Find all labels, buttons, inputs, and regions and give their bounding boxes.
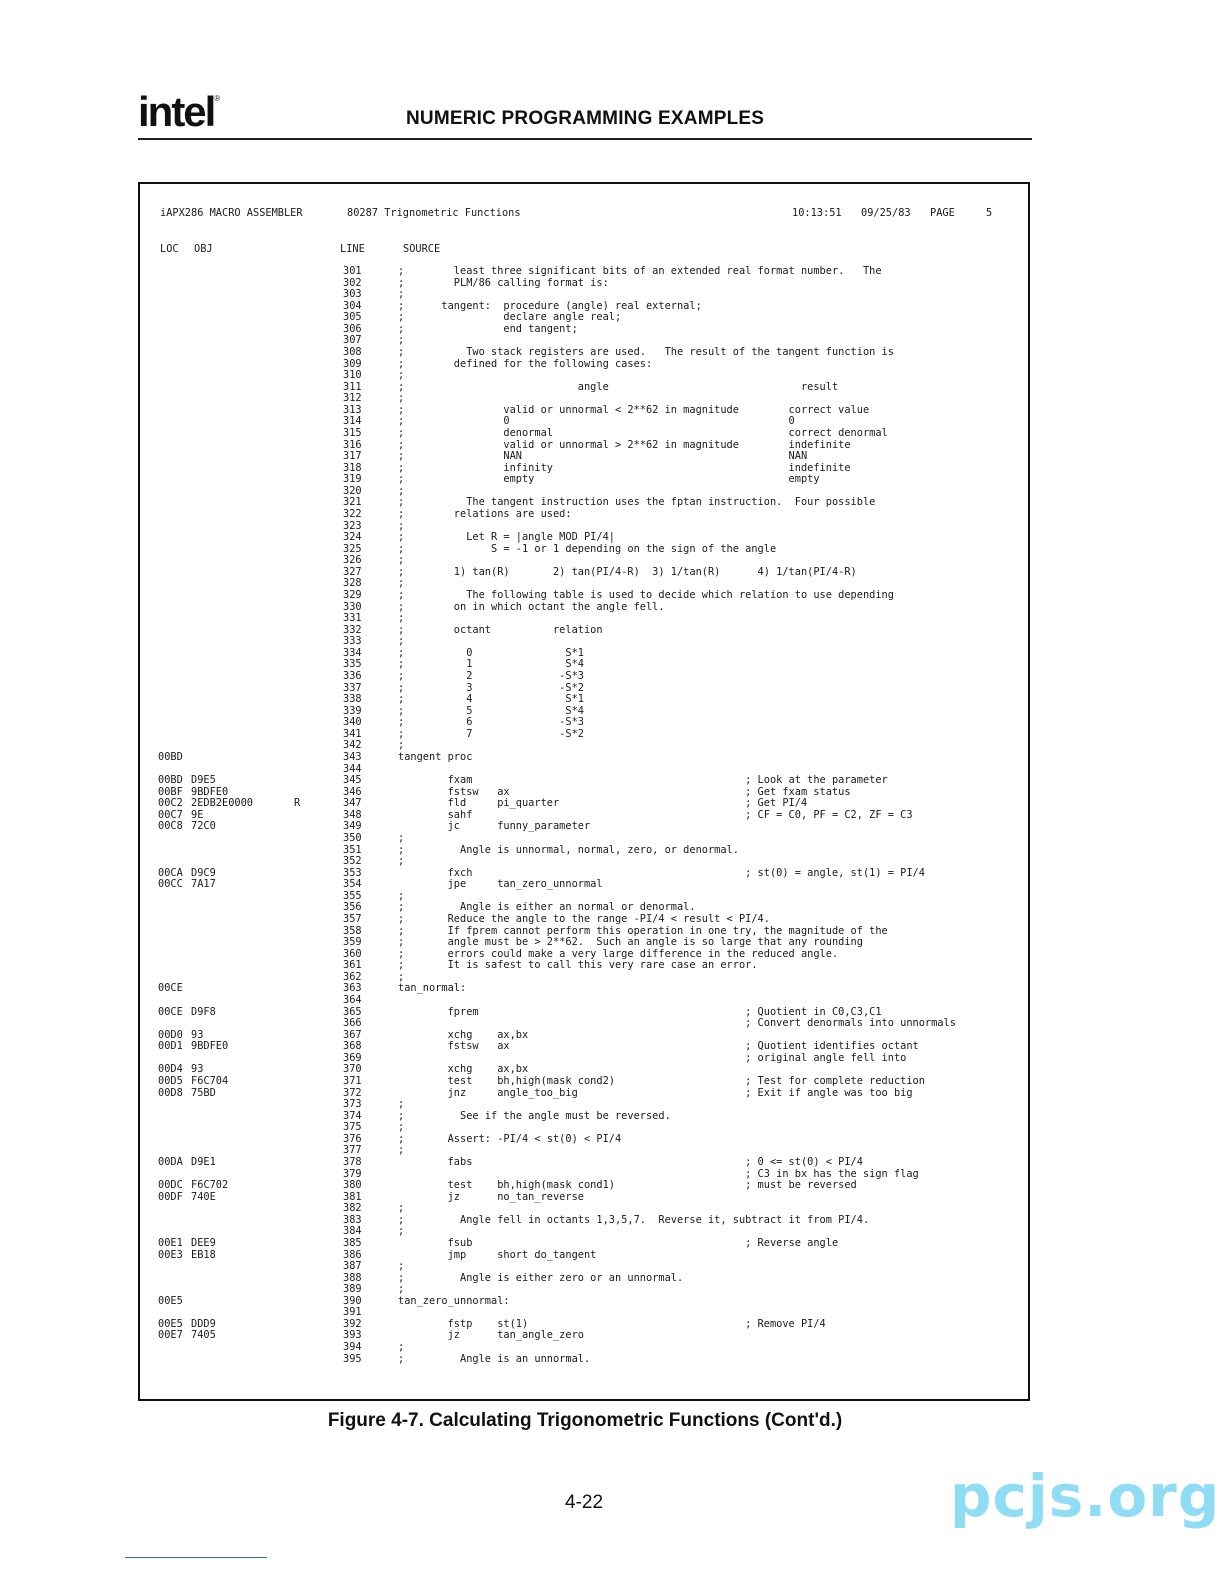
listing-loc: 00C7 <box>158 808 183 821</box>
listing-source: tan_normal: <box>398 982 467 995</box>
listing-line-number: 375 <box>343 1121 362 1134</box>
listing-line-number: 322 <box>343 508 362 520</box>
listing-obj: F6C702 <box>191 1179 229 1191</box>
listing-line-number: 371 <box>343 1074 362 1087</box>
column-obj: OBJ <box>194 243 213 255</box>
column-source: SOURCE <box>403 243 441 255</box>
listing-source: ; 0 S*1 <box>398 646 584 659</box>
listing-loc: 00E1 <box>158 1236 183 1249</box>
listing-line-number: 374 <box>343 1109 362 1122</box>
listing-line-number: 395 <box>343 1352 362 1365</box>
listing-line-number: 365 <box>343 1005 362 1018</box>
listing-line-number: 333 <box>343 635 362 648</box>
listing-loc: 00D0 <box>158 1028 183 1041</box>
listing-source: jz no_tan_reverse <box>398 1190 584 1203</box>
listing-line-number: 360 <box>343 947 362 960</box>
listing-line-number: 326 <box>343 554 362 567</box>
listing-source: ; <box>398 889 405 902</box>
listing-source: fxam ; Look at the parameter <box>398 774 888 787</box>
listing-line-number: 390 <box>343 1294 362 1307</box>
listing-source: ; <box>398 1283 405 1296</box>
listing-line-number: 304 <box>343 299 362 312</box>
listing-line-number: 358 <box>343 924 362 937</box>
listing-line-number: 329 <box>343 589 362 601</box>
header-rule <box>138 138 1032 140</box>
listing-obj: F6C704 <box>191 1074 229 1087</box>
listing-loc: 00D1 <box>158 1040 183 1053</box>
listing-source: ; angle must be > 2**62. Such an angle is so large that any rounding <box>398 936 863 949</box>
listing-source: ; <box>398 612 405 625</box>
listing-line-number: 364 <box>343 993 362 1006</box>
listing-loc: 00E7 <box>158 1329 183 1342</box>
listing-source: ; angle result <box>398 380 839 393</box>
listing-page: 5 <box>986 207 993 219</box>
listing-source: ; The tangent instruction uses the fptan instruction. Four possible <box>398 496 876 509</box>
listing-source: ; Angle is either an normal or denormal. <box>398 901 696 914</box>
listing-source: fabs ; 0 <= st(0) < PI/4 <box>398 1155 863 1168</box>
listing-source: ; infinity indefinite <box>398 461 851 474</box>
listing-source: ; end tangent; <box>398 322 578 335</box>
listing-line-number: 349 <box>343 820 362 833</box>
listing-source: ; Let R = |angle MOD PI/4| <box>398 531 615 544</box>
listing-line-number: 314 <box>343 415 362 428</box>
listing-loc: 00E5 <box>158 1294 183 1307</box>
listing-line-number: 328 <box>343 577 362 590</box>
listing-obj: D9E5 <box>191 774 216 787</box>
listing-source: ; 1) tan(R) 2) tan(PI/4-R) 3) 1/tan(R) 4) 1/tan(PI/4-R) <box>398 565 857 578</box>
listing-line-number: 317 <box>343 450 362 463</box>
listing-line-number: 315 <box>343 427 362 439</box>
listing-line-number: 393 <box>343 1329 362 1342</box>
listing-source: ; 4 S*1 <box>398 693 584 706</box>
listing-source: ; Angle is an unnormal. <box>398 1352 591 1365</box>
listing-source: ; 7 -S*2 <box>398 727 584 740</box>
listing-source: ; 1 S*4 <box>398 658 584 671</box>
listing-source: ; <box>398 288 405 301</box>
listing-line-number: 378 <box>343 1155 362 1168</box>
listing-source: ; Angle is unnormal, normal, zero, or denormal. <box>398 843 739 856</box>
listing-source: ; Convert denormals into unnormals <box>398 1017 956 1030</box>
listing-line-number: 382 <box>343 1202 362 1215</box>
listing-loc: 00CE <box>158 982 183 995</box>
listing-source: jpe tan_zero_unnormal <box>398 878 603 891</box>
listing-line-number: 354 <box>343 878 362 891</box>
listing-line-number: 319 <box>343 473 362 486</box>
listing-source: ; C3 in bx has the sign flag <box>398 1167 919 1180</box>
listing-loc: 00E5 <box>158 1317 183 1330</box>
listing-source: ; <box>398 855 405 868</box>
listing-source: ; Angle is either zero or an unnormal. <box>398 1271 684 1284</box>
listing-line-number: 340 <box>343 716 362 729</box>
listing-line-number: 332 <box>343 623 362 636</box>
listing-line-number: 316 <box>343 438 362 451</box>
listing-obj: 9BDFE0 <box>191 1040 229 1053</box>
listing-line-number: 381 <box>343 1190 362 1203</box>
listing-source: ; <box>398 519 405 532</box>
listing-source: ; <box>398 554 405 567</box>
figure-caption: Figure 4-7. Calculating Trigonometric Functions (Cont'd.) <box>327 1410 843 1431</box>
listing-obj: 9E <box>191 808 204 821</box>
listing-loc: 00CE <box>158 1005 183 1018</box>
listing-line-number: 348 <box>343 808 362 821</box>
listing-obj: 9BDFE0 <box>191 785 229 798</box>
listing-loc: 00CA <box>158 866 183 879</box>
listing-line-number: 347 <box>343 797 362 810</box>
listing-line-number: 306 <box>343 322 362 335</box>
listing-line-number: 325 <box>343 542 362 555</box>
listing-source: jmp short do_tangent <box>398 1248 597 1261</box>
listing-loc: 00BD <box>158 750 183 763</box>
listing-source: ; <box>398 334 405 347</box>
listing-source: test bh,high(mask cond2) ; Test for complete reduction <box>398 1074 925 1087</box>
listing-line-number: 383 <box>343 1213 362 1226</box>
listing-date: 09/25/83 <box>861 207 911 219</box>
listing-source: ; It is safest to call this very rare case an error. <box>398 959 758 972</box>
listing-line-number: 337 <box>343 681 362 694</box>
listing-source: ; S = -1 or 1 depending on the sign of the angle <box>398 542 777 555</box>
listing-line-number: 362 <box>343 970 362 983</box>
listing-line-number: 372 <box>343 1086 362 1099</box>
listing-reloc-flag: R <box>294 797 301 810</box>
listing-line-number: 301 <box>343 265 362 277</box>
listing-source: ; <box>398 392 405 405</box>
listing-source: ; PLM/86 calling format is: <box>398 276 609 289</box>
listing-line-number: 385 <box>343 1236 362 1249</box>
page-header-title: NUMERIC PROGRAMMING EXAMPLES <box>406 108 765 129</box>
listing-loc: 00DF <box>158 1190 183 1203</box>
listing-source: ; <box>398 635 405 648</box>
listing-line-number: 363 <box>343 982 362 995</box>
listing-line-number: 392 <box>343 1317 362 1330</box>
listing-source: ; empty empty <box>398 473 820 486</box>
listing-loc: 00DC <box>158 1179 183 1191</box>
listing-line-number: 373 <box>343 1098 362 1110</box>
listing-obj: 740E <box>191 1190 216 1203</box>
listing-source: ; 2 -S*3 <box>398 670 584 682</box>
listing-source: ; denormal correct denormal <box>398 427 888 439</box>
listing-obj: D9F8 <box>191 1005 216 1018</box>
listing-line-number: 336 <box>343 670 362 682</box>
listing-line-number: 302 <box>343 276 362 289</box>
listing-obj: D9C9 <box>191 866 216 879</box>
listing-source: ; valid or unnormal < 2**62 in magnitude correct value <box>398 403 870 416</box>
listing-obj: 2EDB2E0000 <box>191 797 253 810</box>
listing-line-number: 380 <box>343 1179 362 1191</box>
listing-obj: 7405 <box>191 1329 216 1342</box>
listing-line-number: 391 <box>343 1306 362 1319</box>
listing-line-number: 387 <box>343 1260 362 1272</box>
listing-loc: 00E3 <box>158 1248 183 1261</box>
listing-source: fstp st(1) ; Remove PI/4 <box>398 1317 826 1330</box>
module-title: 80287 Trignometric Functions <box>347 207 521 219</box>
listing-source: ; declare angle real; <box>398 311 622 324</box>
listing-source: ; octant relation <box>398 623 603 636</box>
listing-source: ; original angle fell into <box>398 1051 907 1064</box>
listing-source: ; <box>398 970 405 983</box>
listing-loc: 00C8 <box>158 820 183 833</box>
listing-source: ; <box>398 1144 405 1157</box>
listing-source: xchg ax,bx <box>398 1063 529 1076</box>
listing-line-number: 368 <box>343 1040 362 1053</box>
listing-line-number: 323 <box>343 519 362 532</box>
listing-line-number: 361 <box>343 959 362 972</box>
listing-line-number: 351 <box>343 843 362 856</box>
listing-line-number: 303 <box>343 288 362 301</box>
listing-source: test bh,high(mask cond1) ; must be reversed <box>398 1179 857 1191</box>
listing-source: fprem ; Quotient in C0,C3,C1 <box>398 1005 882 1018</box>
listing-line-number: 353 <box>343 866 362 879</box>
listing-line-number: 376 <box>343 1132 362 1145</box>
listing-line-number: 312 <box>343 392 362 405</box>
listing-obj: D9E1 <box>191 1155 216 1168</box>
column-loc: LOC <box>160 243 179 255</box>
listing-line-number: 342 <box>343 739 362 752</box>
listing-line-number: 388 <box>343 1271 362 1284</box>
listing-line-number: 344 <box>343 762 362 775</box>
listing-line-number: 379 <box>343 1167 362 1180</box>
listing-source: ; errors could make a very large difference in the reduced angle. <box>398 947 839 960</box>
intel-logo: intel® <box>138 88 219 135</box>
listing-source: ; on in which octant the angle fell. <box>398 600 665 613</box>
listing-source: ; 3 -S*2 <box>398 681 584 694</box>
listing-source: jc funny_parameter <box>398 820 591 833</box>
listing-line-number: 335 <box>343 658 362 671</box>
listing-source: ; See if the angle must be reversed. <box>398 1109 671 1122</box>
listing-line-number: 331 <box>343 612 362 625</box>
listing-source: ; Two stack registers are used. The result of the tangent function is <box>398 346 894 358</box>
listing-line-number: 327 <box>343 565 362 578</box>
listing-loc: 00D8 <box>158 1086 183 1099</box>
listing-source: ; 5 S*4 <box>398 704 584 717</box>
listing-source: ; <box>398 1225 405 1238</box>
listing-source: ; NAN NAN <box>398 450 808 463</box>
listing-line-number: 308 <box>343 346 362 358</box>
listing-line-number: 318 <box>343 461 362 474</box>
listing-line-number: 367 <box>343 1028 362 1041</box>
listing-loc: 00D4 <box>158 1063 183 1076</box>
listing-line-number: 366 <box>343 1017 362 1030</box>
listing-source: tangent proc <box>398 750 473 763</box>
listing-line-number: 370 <box>343 1063 362 1076</box>
assembler-name: iAPX286 MACRO ASSEMBLER <box>160 207 303 219</box>
listing-source: ; Reduce the angle to the range -PI/4 < result < PI/4. <box>398 912 770 925</box>
listing-line-number: 305 <box>343 311 362 324</box>
listing-loc: 00D5 <box>158 1074 183 1087</box>
listing-loc: 00BF <box>158 785 183 798</box>
listing-loc: 00DA <box>158 1155 183 1168</box>
listing-source: fxch ; st(0) = angle, st(1) = PI/4 <box>398 866 925 879</box>
listing-obj: 93 <box>191 1028 204 1041</box>
listing-line-number: 377 <box>343 1144 362 1157</box>
listing-line-number: 321 <box>343 496 362 509</box>
listing-source: ; relations are used: <box>398 508 572 520</box>
listing-source: ; 6 -S*3 <box>398 716 584 729</box>
listing-source: ; least three significant bits of an extended real format number. The <box>398 265 882 277</box>
listing-source: tan_zero_unnormal: <box>398 1294 510 1307</box>
listing-line-number: 389 <box>343 1283 362 1296</box>
listing-line-number: 311 <box>343 380 362 393</box>
listing-line-number: 334 <box>343 646 362 659</box>
listing-obj: EB18 <box>191 1248 216 1261</box>
listing-line-number: 369 <box>343 1051 362 1064</box>
listing-source: ; defined for the following cases: <box>398 357 653 370</box>
listing-line-number: 345 <box>343 774 362 787</box>
listing-line-number: 341 <box>343 727 362 740</box>
listing-time: 10:13:51 <box>792 207 842 219</box>
listing-line-number: 384 <box>343 1225 362 1238</box>
listing-line-number: 307 <box>343 334 362 347</box>
listing-obj: DDD9 <box>191 1317 216 1330</box>
listing-line-number: 320 <box>343 484 362 497</box>
listing-source: sahf ; CF = C0, PF = C2, ZF = C3 <box>398 808 913 821</box>
listing-line-number: 356 <box>343 901 362 914</box>
listing-loc: 00CC <box>158 878 183 891</box>
listing-source: ; tangent: procedure (angle) real external; <box>398 299 702 312</box>
listing-source: ; <box>398 1260 405 1272</box>
listing-source: ; If fprem cannot perform this operation in one try, the magnitude of the <box>398 924 888 937</box>
listing-source: fstsw ax ; Get fxam status <box>398 785 851 798</box>
listing-line-number: 330 <box>343 600 362 613</box>
listing-obj: 72C0 <box>191 820 216 833</box>
listing-line-number: 324 <box>343 531 362 544</box>
listing-source: ; <box>398 1341 405 1353</box>
listing-line-number: 309 <box>343 357 362 370</box>
site-watermark: pcjs.org <box>950 1462 1221 1530</box>
listing-obj: 93 <box>191 1063 204 1076</box>
listing-source: fsub ; Reverse angle <box>398 1236 839 1249</box>
listing-source: ; <box>398 1202 405 1215</box>
listing-source: ; <box>398 831 405 844</box>
listing-source: ; 0 0 <box>398 415 795 428</box>
listing-source: ; Angle fell in octants 1,3,5,7. Reverse it, subtract it from PI/4. <box>398 1213 870 1226</box>
listing-loc: 00C2 <box>158 797 183 810</box>
listing-loc: 00BD <box>158 774 183 787</box>
listing-source: jnz angle_too_big ; Exit if angle was too big <box>398 1086 913 1099</box>
listing-source: xchg ax,bx <box>398 1028 529 1041</box>
listing-line-number: 346 <box>343 785 362 798</box>
listing-source: fld pi_quarter ; Get PI/4 <box>398 797 808 810</box>
listing-line-number: 310 <box>343 369 362 382</box>
listing-source: ; valid or unnormal > 2**62 in magnitude indefinite <box>398 438 851 451</box>
listing-source: jz tan_angle_zero <box>398 1329 584 1342</box>
listing-line-number: 313 <box>343 403 362 416</box>
listing-source: ; <box>398 577 405 590</box>
listing-line-number: 350 <box>343 831 362 844</box>
listing-line-number: 359 <box>343 936 362 949</box>
listing-line-number: 357 <box>343 912 362 925</box>
listing-obj: 75BD <box>191 1086 216 1099</box>
listing-obj: DEE9 <box>191 1236 216 1249</box>
column-line: LINE <box>340 243 365 255</box>
listing-line-number: 386 <box>343 1248 362 1261</box>
listing-source: ; <box>398 1121 405 1134</box>
listing-source: ; <box>398 1098 405 1110</box>
page-number: 4-22 <box>565 1492 604 1513</box>
listing-source: ; The following table is used to decide which relation to use depending <box>398 589 894 601</box>
listing-source: ; <box>398 484 405 497</box>
listing-line-number: 352 <box>343 855 362 868</box>
listing-source: ; Assert: -PI/4 < st(0) < PI/4 <box>398 1132 622 1145</box>
listing-line-number: 338 <box>343 693 362 706</box>
listing-line-number: 339 <box>343 704 362 717</box>
page-label: PAGE <box>930 207 955 219</box>
listing-obj: 7A17 <box>191 878 216 891</box>
listing-source: fstsw ax ; Quotient identifies octant <box>398 1040 919 1053</box>
listing-line-number: 394 <box>343 1341 362 1353</box>
listing-source: ; <box>398 739 405 752</box>
listing-line-number: 355 <box>343 889 362 902</box>
listing-line-number: 343 <box>343 750 362 763</box>
listing-source: ; <box>398 369 405 382</box>
footer-rule <box>125 1557 267 1558</box>
